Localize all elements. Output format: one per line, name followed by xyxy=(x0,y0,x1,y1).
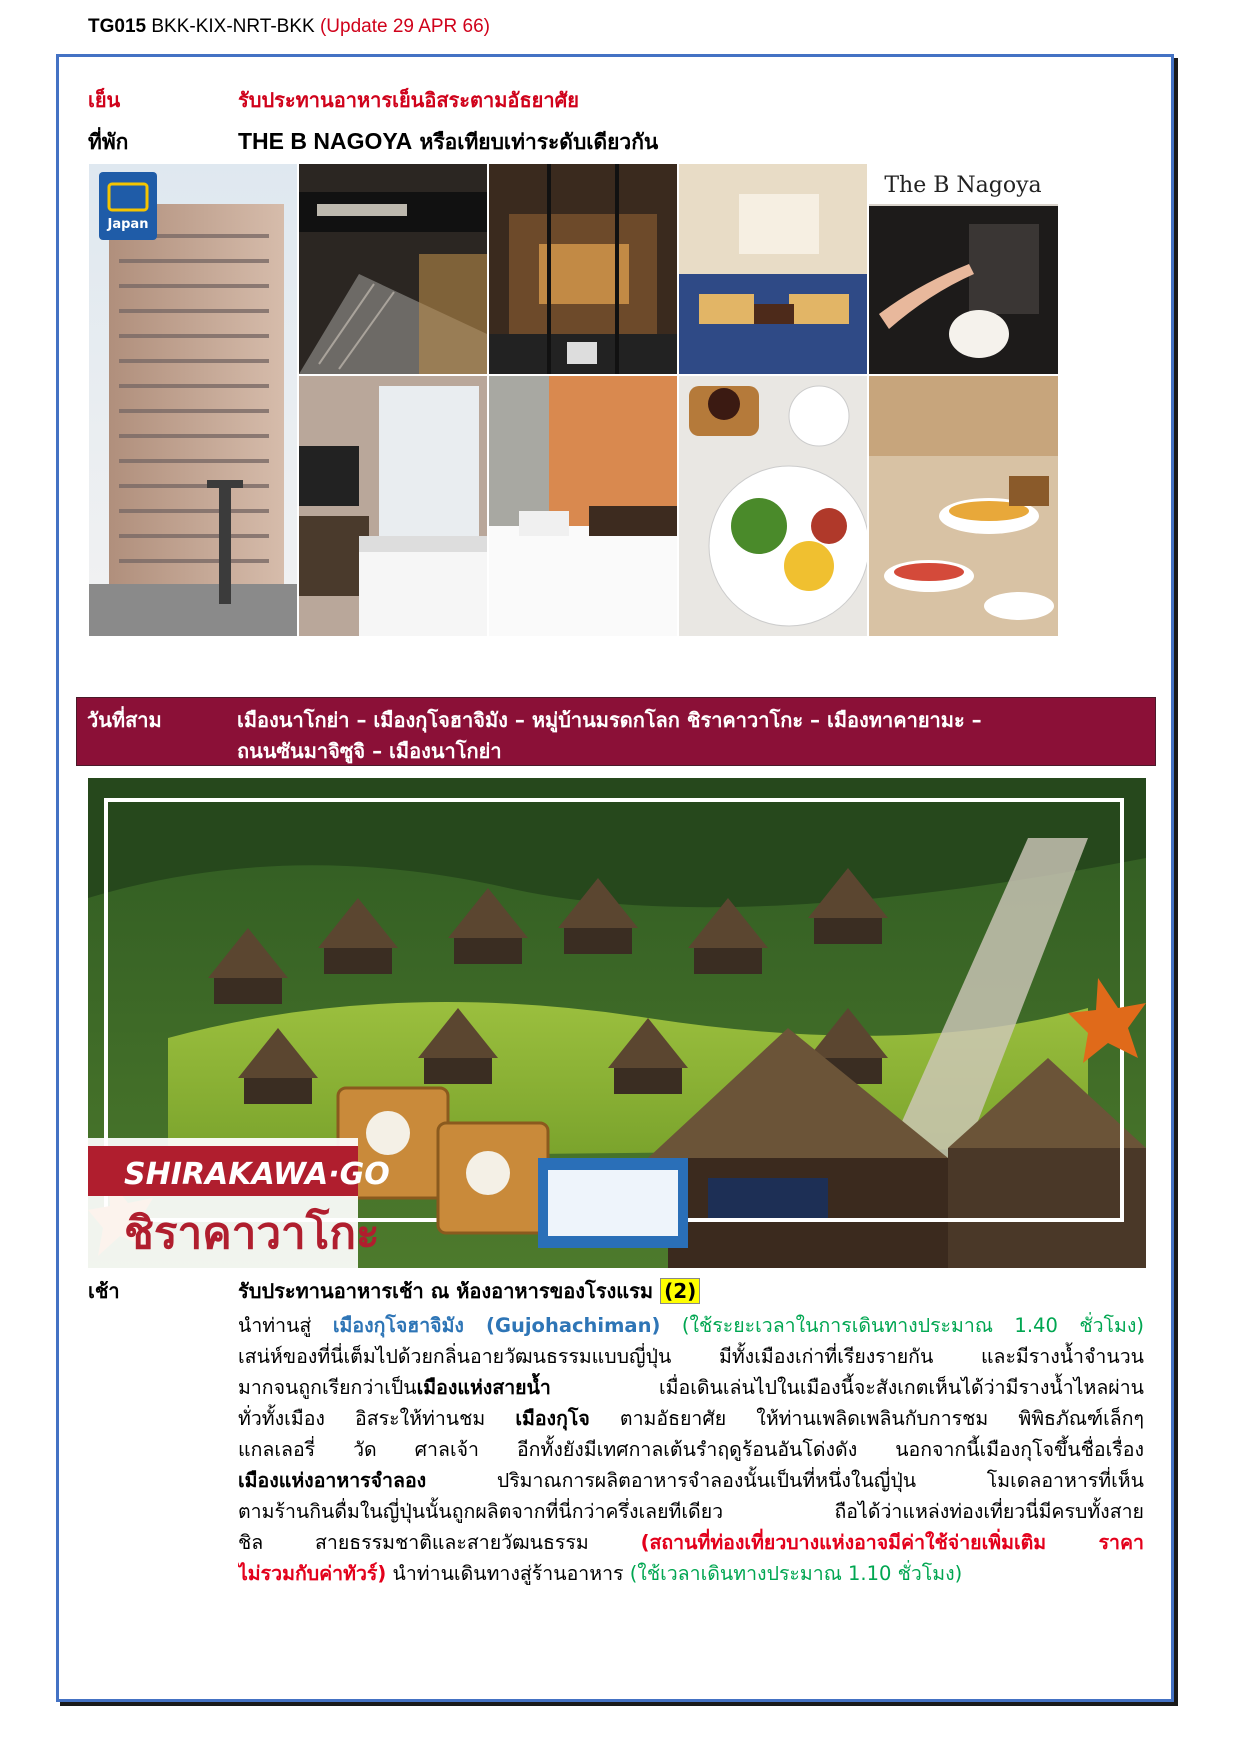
japan-logo-text: Japan xyxy=(107,217,149,232)
breakfast-label: เช้า xyxy=(88,1279,120,1303)
breakfast-buffet-photo xyxy=(869,376,1058,636)
text-run: ตามร้านกินดื่มในญี่ปุ่นนั้นถูกผลิตจากที่นี่กว่าครึ่งเลยทีเดียว ถือได้ว่าแหล่งท่องเที่ยวนี่มีครบทั้งสาย xyxy=(238,1500,1144,1523)
highlight-text: เมืองแห่งสายน้ำ xyxy=(416,1376,551,1399)
text-run: ชิล สายธรรมชาติและสายวัฒนธรรม xyxy=(238,1531,641,1554)
dinner-label: เย็น xyxy=(88,88,121,112)
text-run: นำท่านสู่ xyxy=(238,1314,333,1337)
hotel-lounge-photo xyxy=(679,164,867,374)
gujo-description xyxy=(238,1310,1144,1589)
text-run: เสน่ห์ของที่นี่เต็มไปด้วยกลิ่นอายวัฒนธรรมแบบญี่ปุ่น มีทั้งเมืองเก่าที่เรียงรายกัน และมีรางน้ำจำนวน xyxy=(238,1345,1144,1368)
para-line xyxy=(238,1527,1144,1558)
para-line xyxy=(238,1465,1144,1496)
para-line xyxy=(238,1496,1144,1527)
text-run: ปริมาณการผลิตอาหารจำลองนั้นเป็นที่หนึ่งในญี่ปุ่น โมเดลอาหารที่เห็น xyxy=(426,1469,1144,1492)
breakfast-text: รับประทานอาหารเช้า ณ ห้องอาหารของโรงแรม xyxy=(238,1279,654,1303)
para-line xyxy=(238,1403,1144,1434)
highlight-text: เมืองแห่งอาหารจำลอง xyxy=(238,1469,427,1492)
gujo-name: เมืองกุโจฮาจิมัง (Gujohachiman) xyxy=(332,1314,661,1337)
hotel-coffee-photo xyxy=(869,164,1058,374)
meal-number: (2) xyxy=(660,1278,700,1304)
text-run: แกลเลอรี่ วัด ศาลเจ้า อีกทั้งยังมีเทศกาลเต้นรำฤดูร้อนอันโด่งดัง นอกจากนี้เมืองกุโจขึ้นชื่อเรื่อง xyxy=(238,1438,1144,1461)
hotel-label: ที่พัก xyxy=(88,130,129,154)
text-run: ทั่วทั้งเมือง อิสระให้ท่านชม xyxy=(238,1407,516,1430)
para-line xyxy=(238,1372,1144,1403)
day-route-line2: ถนนซันมาจิซูจิ – เมืองนาโกย่า xyxy=(237,739,502,763)
banner-thai: ชิราคาวาโกะ xyxy=(124,1208,380,1259)
day-three-band xyxy=(76,697,1156,766)
hotel-room-photo xyxy=(299,376,487,636)
fee-notice: ไม่รวมกับค่าทัวร์) xyxy=(238,1562,387,1585)
hotel-building-photo xyxy=(89,164,297,636)
para-line xyxy=(238,1558,1144,1589)
para-line xyxy=(238,1341,1144,1372)
dinner-text: รับประทานอาหารเย็นอิสระตามอัธยาศัย xyxy=(238,88,580,112)
gallery-caption: The B Nagoya xyxy=(884,173,1042,198)
breakfast-plate-photo xyxy=(679,376,867,636)
text-run: เมื่อเดินเล่นไปในเมืองนี้จะสังเกตเห็นได้ว่ามีรางน้ำไหลผ่าน xyxy=(550,1376,1144,1399)
travel-time: (ใช้ระยะเวลาในการเดินทางประมาณ 1.40 ชั่วโมง) xyxy=(660,1314,1144,1337)
para-line xyxy=(238,1310,1144,1341)
hotel-lobby-photo xyxy=(489,164,677,374)
hotel-entrance-photo xyxy=(299,164,487,374)
hotel-suffix: หรือเทียบเท่าระดับเดียวกัน xyxy=(419,130,659,154)
text-run: มากจนถูกเรียกว่าเป็น xyxy=(238,1376,417,1399)
banner-latin: SHIRAKAWA·GO xyxy=(124,1157,390,1192)
hotel-bed-photo xyxy=(489,376,677,636)
shirakawago-photo xyxy=(88,778,1146,1268)
tour-code: TG015 xyxy=(88,16,147,37)
para-line xyxy=(238,1434,1144,1465)
text-run: นำท่านเดินทางสู่ร้านอาหาร xyxy=(386,1562,630,1585)
text-run: ตามอัธยาศัย ให้ท่านเพลิดเพลินกับการชม พิพิธภัณฑ์เล็กๆ xyxy=(589,1407,1144,1430)
hotel-name: THE B NAGOYA xyxy=(238,128,413,154)
update-date: (Update 29 APR 66) xyxy=(319,16,491,37)
tour-route: BKK-KIX-NRT-BKK xyxy=(151,16,315,37)
day-route-line1: เมืองนาโกย่า – เมืองกุโจฮาจิมัง – หมู่บ้านมรดกโลก ชิราคาวาโกะ – เมืองทาคายามะ – xyxy=(237,708,982,732)
fee-notice: (สถานที่ท่องเที่ยวบางแห่งอาจมีค่าใช้จ่ายเพิ่มเติม ราคา xyxy=(640,1531,1144,1554)
hotel-name-wrap xyxy=(238,126,658,159)
highlight-text: เมืองกุโจ xyxy=(515,1407,590,1430)
day-label: วันที่สาม xyxy=(87,708,162,732)
hotel-gallery xyxy=(89,164,1146,636)
document-header xyxy=(88,16,490,38)
travel-time: (ใช้เวลาเดินทางประมาณ 1.10 ชั่วโมง) xyxy=(629,1562,963,1585)
breakfast-text-wrap xyxy=(238,1275,700,1307)
